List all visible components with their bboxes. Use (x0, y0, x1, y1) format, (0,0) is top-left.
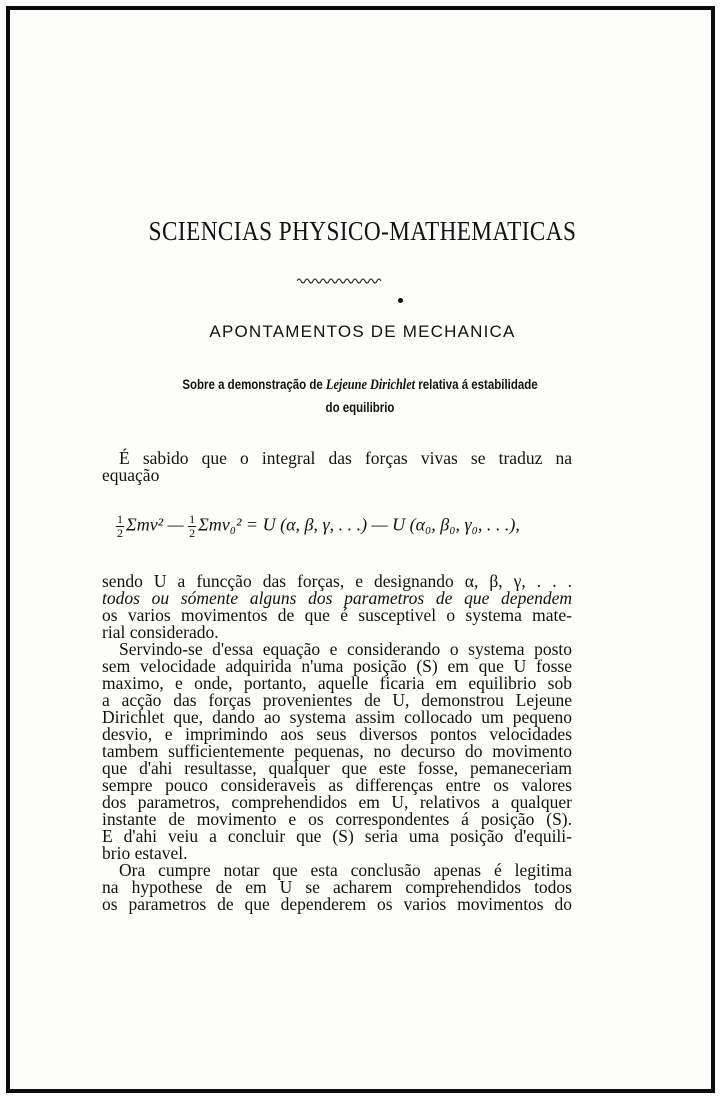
equation-term-2: Σmv₀² = U (α, β, γ, . . .) — U (α₀, β₀, γ₀, . . .), (198, 514, 520, 535)
fraction-half-1: $\frac{1}{2}$ (117, 512, 123, 540)
body-line: na hypothese de em U se acharem comprehendidos todos (102, 877, 572, 897)
body-line: maximo, e onde, portanto, aquelle ficaria em equilibrio sob (102, 673, 572, 693)
section-title: APONTAMENTOS DE MECHANICA (209, 322, 516, 341)
subtitle-part-1: Sobre a demonstração de (182, 376, 326, 392)
intro-line-2: equação (102, 465, 160, 485)
decorative-squiggle (297, 276, 383, 286)
body-line: brio estavel. (102, 843, 188, 863)
body-line: Servindo-se d'essa equação e considerando o systema posto (119, 639, 572, 659)
body-line: sempre pouco consideraveis as differenças entre os valores (102, 775, 572, 795)
body-line: sem velocidade adquirida n'uma posição (S) em que U fosse (102, 656, 572, 676)
subtitle-part-2: relativa á estabilidade (415, 376, 538, 392)
equation-term-1: Σmv² — (126, 514, 189, 535)
body-line: os varios movimentos de que é susceptivel o systema mate- (102, 605, 572, 625)
subtitle-line-1 (155, 376, 565, 394)
body-line: tambem sufficientemente pequenas, no decurso do movimento (102, 741, 572, 761)
body-line: sendo U a funcção das forças, e designando α, β, γ, . . . (102, 571, 572, 591)
forces-equation (116, 513, 576, 553)
decorative-dot (398, 298, 403, 303)
body-line: os parametros de que dependerem os varios movimentos do (102, 894, 572, 914)
body-line: dos parametros, comprehendidos em U, relativos a qualquer (102, 792, 572, 812)
fraction-half-2: $\frac{1}{2}$ (189, 512, 196, 540)
intro-line-1: É sabido que o integral das forças vivas se traduz na (119, 448, 572, 468)
main-title: SCIENCIAS PHYSICO-MATHEMATICAS (148, 216, 577, 246)
subtitle-line-2: do equilibrio (325, 399, 395, 415)
body-line: que d'ahi resultasse, qualquer que este fosse, pemaneceriam (102, 758, 572, 778)
body-line: E d'ahi veiu a concluir que (S) seria uma posição d'equili- (102, 826, 572, 846)
intro-paragraph (102, 450, 572, 484)
body-line: instante de movimento e os correspondentes á posição (S). (102, 809, 572, 829)
body-text (102, 573, 572, 913)
body-line: a acção das forças provenientes de U, demonstrou Lejeune (102, 690, 572, 710)
body-line: desvio, e imprimindo aos seus diversos pontos velocidades (102, 724, 572, 744)
body-line: todos ou sómente alguns dos parametros de que dependem (102, 588, 572, 608)
subtitle-author: Lejeune Dirichlet (325, 377, 416, 393)
body-line: Dirichlet que, dando ao systema assim collocado um pequeno (102, 707, 572, 727)
body-line: rial considerado. (102, 622, 219, 642)
body-line: Ora cumpre notar que esta conclusão apenas é legitima (119, 860, 572, 880)
